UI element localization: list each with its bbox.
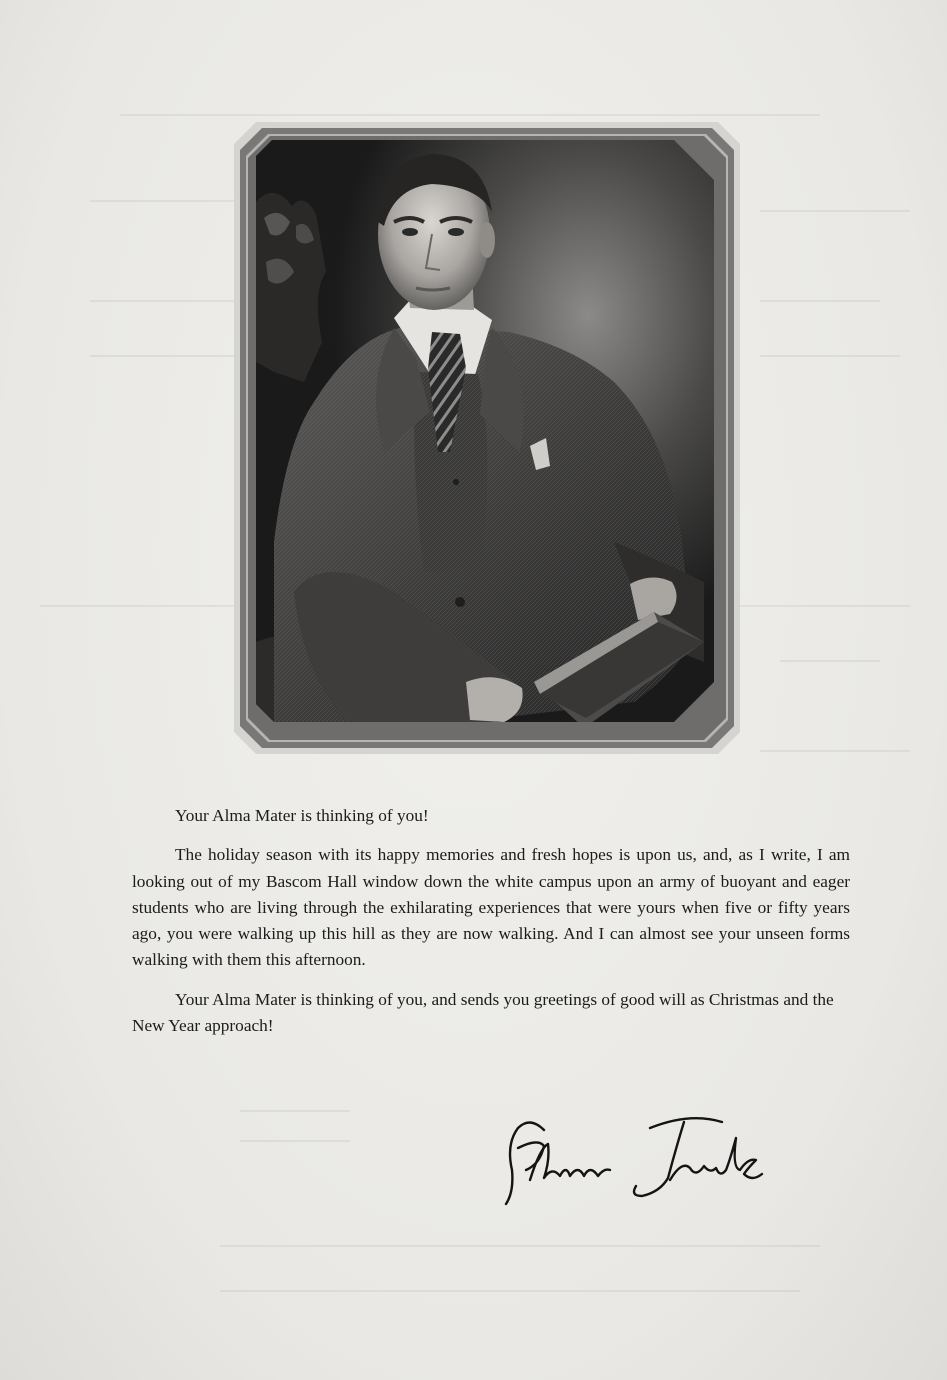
signature [500, 1108, 770, 1212]
letter-greeting: Your Alma Mater is thinking of you! [175, 806, 429, 825]
letter-paragraph-1: The holiday season with its happy memories and fresh hopes is upon us, and, as I write, I am looking out of my Bascom Hall window down the white campus upon an army of buoyant and eager students who are living through the exhilarating experiences that were yours when five or fifty years ago, you were walking up this hill as they are now walking. And I can almost see your unseen forms walking with them this afternoon. [132, 845, 850, 970]
portrait-frame [234, 122, 740, 754]
letter [132, 803, 850, 1039]
letter-paragraph-2: Your Alma Mater is thinking of you, and sends you greetings of good will as Christmas and the New Year approach! [132, 989, 834, 1036]
portrait-photo [254, 138, 718, 728]
